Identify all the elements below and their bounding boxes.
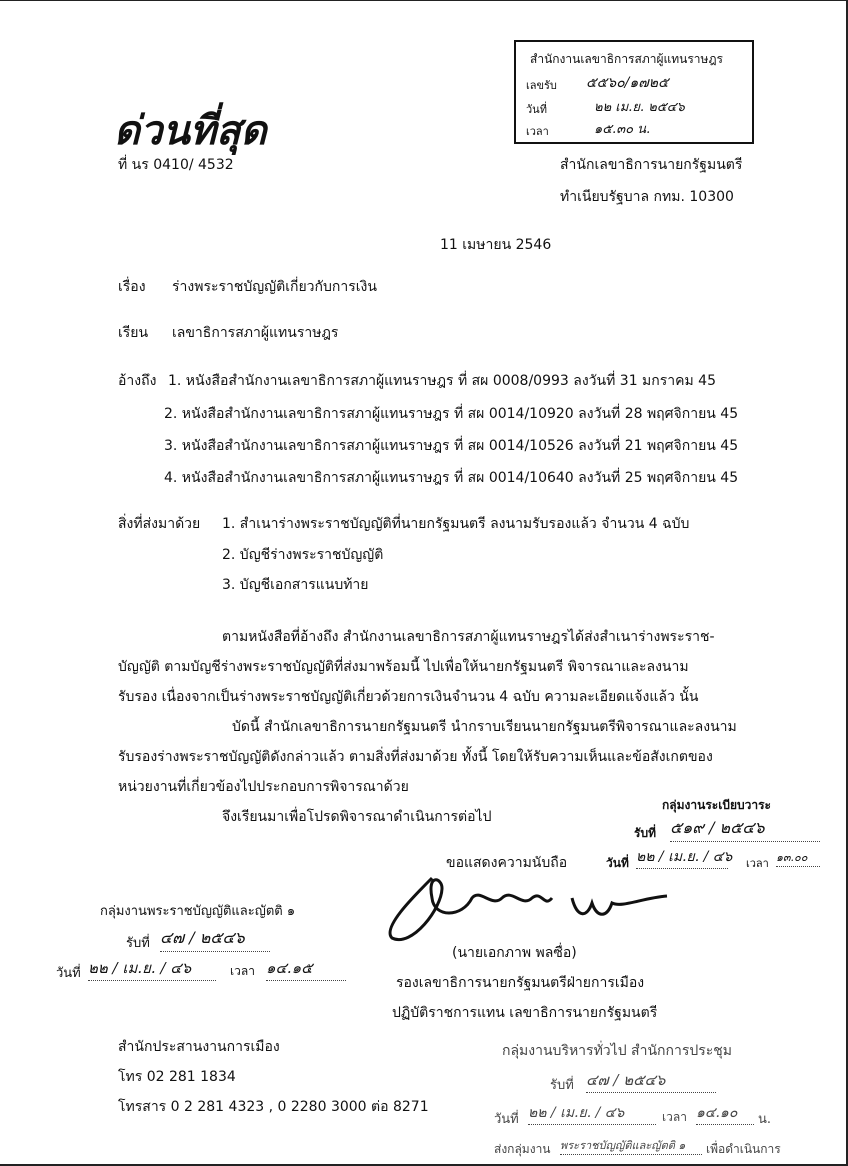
body-p2-line1: บัดนี้ สำนักเลขาธิการนายกรัฐมนตรี นำกราบเรียนนายกรัฐมนตรีพิจารณาและลงนาม: [232, 719, 737, 735]
to-text: เลขาธิการสภาผู้แทนราษฎร: [172, 325, 339, 341]
meeting-time-label: เวลา: [662, 1110, 687, 1124]
meeting-recv-label: รับที่: [550, 1078, 574, 1093]
body-p1-line2: บัญญัติ ตามบัญชีร่างพระราชบัญญัติที่ส่งมาพร้อมนี้ ไปเพื่อให้นายกรัฐมนตรี พิจารณาและลงนาม: [118, 659, 689, 675]
receipt-date-label: วันที่: [526, 103, 547, 116]
registry-date-value: ๒๒ / เม.ย. / ๔๖: [636, 846, 728, 869]
law-recv-value: ๔๗ / ๒๕๔๖: [160, 926, 270, 952]
sender-office: สำนักเลขาธิการนายกรัฐมนตรี: [560, 157, 743, 173]
receipt-time-value: ๑๕.๓๐ น.: [594, 122, 651, 137]
receipt-stamp: [514, 40, 754, 144]
registry-recv-label: รับที่: [634, 826, 656, 840]
contact-phone: โทร 02 281 1834: [118, 1069, 236, 1085]
receipt-time-label: เวลา: [526, 125, 549, 138]
law-time-label: เวลา: [230, 964, 255, 978]
meeting-date-value: ๒๒ / เม.ย. / ๔๖: [528, 1102, 656, 1125]
receipt-date-value: ๒๒ เม.ย. ๒๕๔๖: [594, 100, 685, 115]
enclosure-item-3: 3. บัญชีเอกสารแนบท้าย: [222, 577, 369, 593]
signer-acting: ปฏิบัติราชการแทน เลขาธิการนายกรัฐมนตรี: [392, 1005, 658, 1021]
sender-address: ทำเนียบรัฐบาล กทม. 10300: [560, 189, 734, 205]
law-stamp: [56, 900, 356, 990]
law-date-value: ๒๒ / เม.ย. / ๔๖: [88, 956, 216, 981]
receipt-number-label: เลขรับ: [526, 79, 557, 92]
reference-item-3: 3. หนังสือสำนักงานเลขาธิการสภาผู้แทนราษฎร ที่ สผ 0014/10526 ลงวันที่ 21 พฤศจิกายน 45: [164, 438, 739, 454]
registry-stamp: [600, 796, 830, 876]
meeting-time-unit: น.: [758, 1112, 772, 1127]
registry-time-value: ๑๓.๐๐: [776, 848, 820, 867]
body-p3: จึงเรียนมาเพื่อโปรดพิจารณาดำเนินการต่อไป: [222, 809, 492, 825]
scan-border-top: [0, 0, 848, 1]
reference-item-1: 1. หนังสือสำนักงานเลขาธิการสภาผู้แทนราษฎร ที่ สผ 0008/0993 ลงวันที่ 31 มกราคม 45: [168, 373, 716, 389]
closing: ขอแสดงความนับถือ: [446, 855, 568, 871]
reference-item-2: 2. หนังสือสำนักงานเลขาธิการสภาผู้แทนราษฎร ที่ สผ 0014/10920 ลงวันที่ 28 พฤศจิกายน 45: [164, 406, 739, 422]
to-label: เรียน: [118, 325, 149, 341]
law-date-label: วันที่: [56, 966, 81, 981]
contact-fax: โทรสาร 0 2 281 4323 , 0 2280 3000 ต่อ 8271: [118, 1099, 429, 1115]
enclosure-item-2: 2. บัญชีร่างพระราชบัญญัติ: [222, 547, 384, 563]
registry-time-label: เวลา: [746, 857, 769, 870]
meeting-stamp-title: กลุ่มงานบริหารทั่วไป สำนักการประชุม: [502, 1043, 733, 1059]
urgency-heading: ด่วนที่สุด: [114, 107, 267, 154]
signer-title: รองเลขาธิการนายกรัฐมนตรีฝ่ายการเมือง: [396, 975, 645, 991]
references-label: อ้างถึง: [118, 373, 157, 389]
signer-name: (นายเอกภาพ พลซื่อ): [452, 945, 577, 961]
enclosures-label: สิ่งที่ส่งมาด้วย: [118, 516, 201, 532]
body-p2-line3: หน่วยงานที่เกี่ยวข้องไปประกอบการพิจารณาด้วย: [118, 779, 409, 795]
meeting-forward-suffix: เพื่อดำเนินการ: [706, 1142, 781, 1156]
receipt-number-value: ๕๕๖๐/๑๗๒๕: [586, 75, 669, 91]
meeting-stamp: [494, 1036, 794, 1162]
body-p1-line3: รับรอง เนื่องจากเป็นร่างพระราชบัญญัติเกี่ยวด้วยการเงินจำนวน 4 ฉบับ ความละเอียดแจ้งแล้ว นั้น: [118, 689, 699, 705]
reference-item-4: 4. หนังสือสำนักงานเลขาธิการสภาผู้แทนราษฎร ที่ สผ 0014/10640 ลงวันที่ 25 พฤศจิกายน 45: [164, 470, 739, 486]
subject-label: เรื่อง: [118, 279, 146, 295]
law-stamp-title: กลุ่มงานพระราชบัญญัติและญัตติ ๑: [100, 904, 296, 919]
meeting-forward-label: ส่งกลุ่มงาน: [494, 1142, 551, 1156]
meeting-recv-value: ๔๗ / ๒๕๔๖: [586, 1068, 716, 1093]
registry-date-label: วันที่: [606, 856, 629, 870]
body-p1-line1: ตามหนังสือที่อ้างถึง สำนักงานเลขาธิการสภาผู้แทนราษฎรได้ส่งสำเนาร่างพระราช-: [222, 629, 715, 645]
meeting-forward-value: พระราชบัญญัติและญัตติ ๑: [560, 1136, 702, 1155]
law-recv-label: รับที่: [126, 936, 150, 951]
reference-number: ที่ นร 0410/ 4532: [118, 157, 234, 173]
receipt-stamp-org: สำนักงานเลขาธิการสภาผู้แทนราษฎร: [530, 52, 723, 66]
enclosure-item-1: 1. สำเนาร่างพระราชบัญญัติที่นายกรัฐมนตรี ลงนามรับรองแล้ว จำนวน 4 ฉบับ: [222, 516, 690, 532]
law-time-value: ๑๔.๑๕: [266, 956, 346, 981]
contact-office: สำนักประสานงานการเมือง: [118, 1039, 280, 1055]
body-p2-line2: รับรองร่างพระราชบัญญัติดังกล่าวแล้ว ตามสิ่งที่ส่งมาด้วย ทั้งนี้ โดยให้รับความเห็นและข้อสังเกตของ: [118, 749, 713, 765]
subject-text: ร่างพระราชบัญญัติเกี่ยวกับการเงิน: [172, 279, 377, 295]
registry-stamp-title: กลุ่มงานระเบียบวาระ: [662, 798, 771, 812]
letter-date: 11 เมษายน 2546: [440, 237, 552, 253]
meeting-date-label: วันที่: [494, 1112, 519, 1127]
signature: [372, 868, 672, 948]
registry-recv-value: ๕๑๙ / ๒๕๔๖: [670, 816, 820, 842]
meeting-time-value: ๑๔.๑๐: [696, 1102, 754, 1125]
